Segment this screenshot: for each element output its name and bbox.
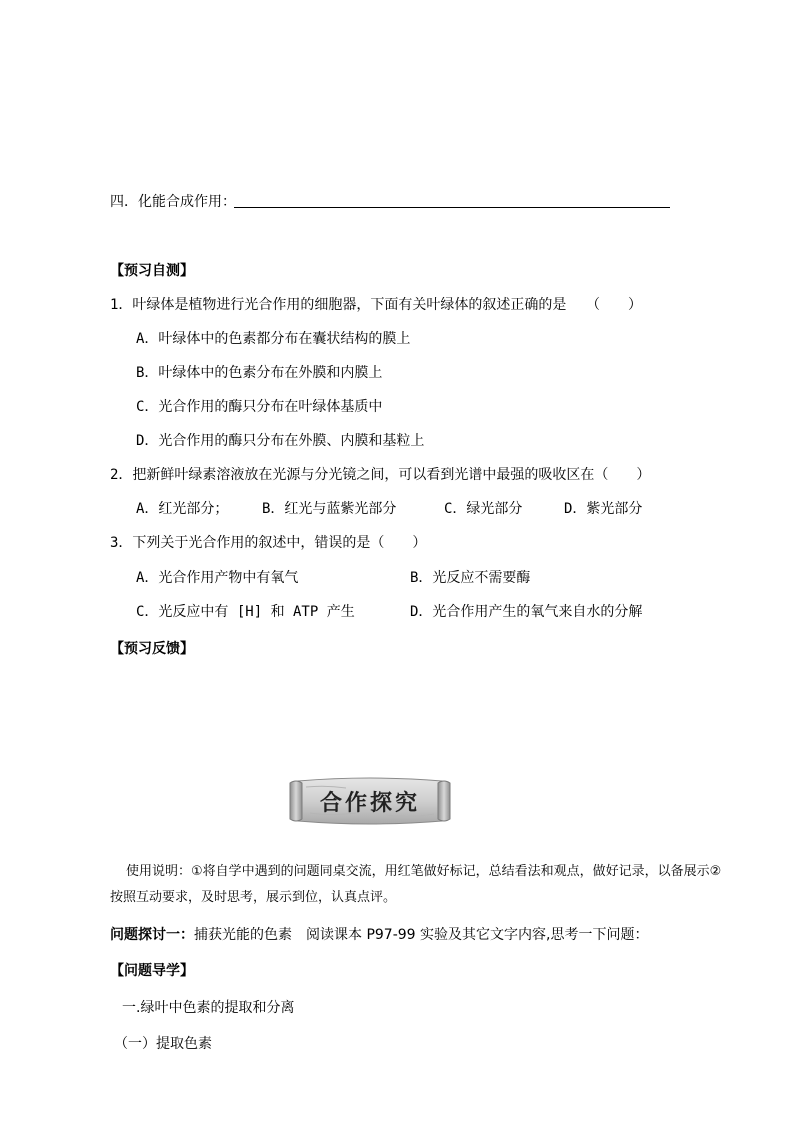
cooperation-banner [286, 775, 454, 827]
q3-option-b: B．光反应不需要酶 [410, 570, 531, 586]
answer-blank-line [234, 207, 670, 208]
q1-option-b: B．叶绿体中的色素分布在外膜和内膜上 [136, 365, 383, 381]
q2-option-a: A．红光部分； [136, 501, 229, 517]
section-4-label: 四．化能合成作用： [110, 194, 236, 210]
q2-option-d: D．紫光部分 [564, 501, 643, 517]
q1-option-d: D．光合作用的酶只分布在外膜、内膜和基粒上 [136, 433, 425, 449]
inquiry-1-text: 捕获光能的色素 阅读课本 P97-99 实验及其它文字内容,思考一下问题： [194, 927, 649, 943]
q1-option-a: A．叶绿体中的色素都分布在囊状结构的膜上 [136, 331, 411, 347]
q3-option-a: A．光合作用产物中有氧气 [136, 570, 299, 586]
q3-option-c: C．光反应中有 [H] 和 ATP 产生 [136, 604, 355, 620]
q1-answer-bracket: （ ） [586, 297, 642, 313]
section-1-title: 一.绿叶中色素的提取和分离 [122, 1000, 295, 1016]
banner-title: 合作探究 [319, 789, 420, 816]
q3-stem: 3．下列关于光合作用的叙述中，错误的是（ ） [110, 535, 427, 551]
preview-feedback-header: 【预习反馈】 [110, 641, 194, 657]
question-guide-header: 【问题导学】 [110, 963, 194, 979]
usage-instructions-line-2: 按照互动要求，及时思考，展示到位，认真点评。 [110, 890, 397, 905]
q2-option-c: C．绿光部分 [444, 501, 523, 517]
q2-stem: 2．把新鲜叶绿素溶液放在光源与分光镜之间，可以看到光谱中最强的吸收区在（ ） [110, 467, 651, 483]
q1-option-c: C．光合作用的酶只分布在叶绿体基质中 [136, 399, 383, 415]
q3-option-d: D．光合作用产生的氧气来自水的分解 [410, 604, 643, 620]
preview-test-header: 【预习自测】 [110, 263, 194, 279]
q2-option-b: B．红光与蓝紫光部分 [262, 501, 397, 517]
subsection-1-title: （一）提取色素 [114, 1036, 212, 1052]
inquiry-1-row [110, 925, 648, 945]
q1-stem: 1．叶绿体是植物进行光合作用的细胞器，下面有关叶绿体的叙述正确的是 [110, 297, 567, 313]
usage-instructions-line-1: 使用说明：①将自学中遇到的问题同桌交流，用红笔做好标记，总结看法和观点，做好记录，以备展示② [126, 864, 722, 879]
inquiry-1-label: 问题探讨一： [110, 927, 194, 943]
